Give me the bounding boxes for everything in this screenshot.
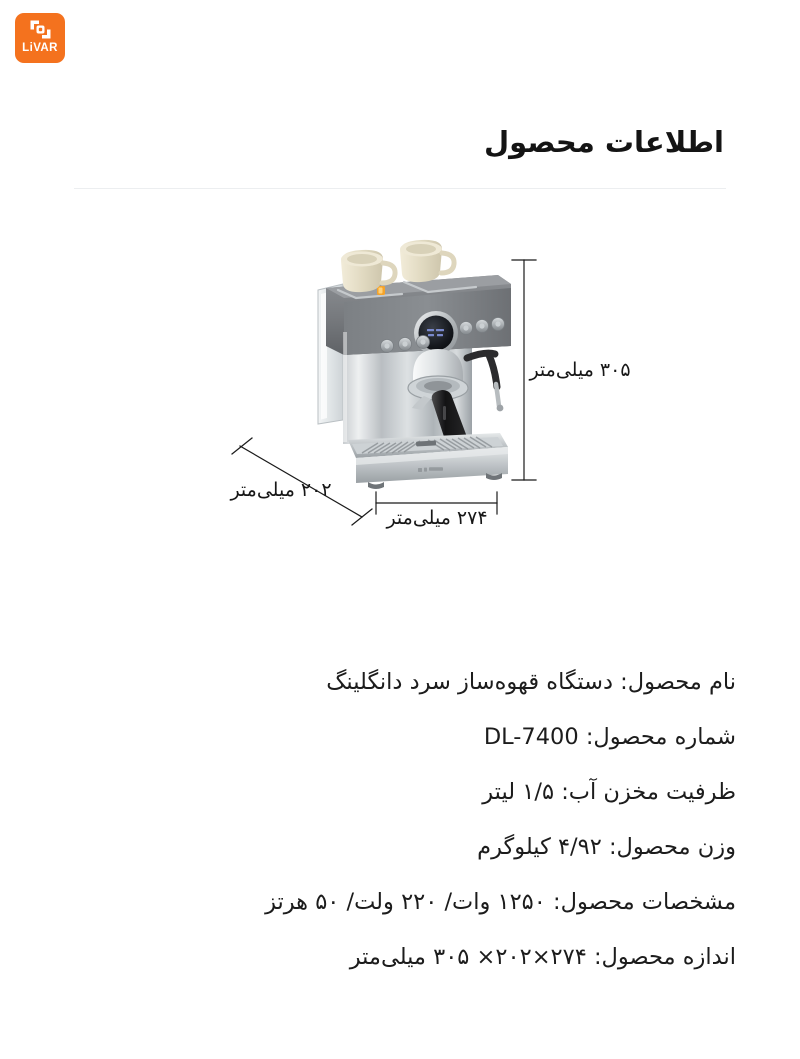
spec-product-weight: وزن محصول: ۴/۹۲ کیلوگرم bbox=[477, 834, 736, 860]
svg-text:۲۰۲ میلی‌متر: ۲۰۲ میلی‌متر bbox=[230, 479, 332, 501]
spec-product-name: نام محصول: دستگاه قهوه‌ساز سرد دانگلینگ bbox=[326, 669, 736, 695]
page-title: اطلاعات محصول bbox=[484, 125, 724, 159]
spec-product-number: شماره محصول: DL-7400 bbox=[483, 724, 736, 750]
product-figure bbox=[0, 228, 800, 538]
svg-text:۲۷۴ میلی‌متر: ۲۷۴ میلی‌متر bbox=[386, 507, 488, 529]
spec-water-capacity: ظرفیت مخزن آب: ۱/۵ لیتر bbox=[482, 779, 736, 805]
brand-name: LiVAR bbox=[22, 42, 58, 54]
spec-product-size: اندازه محصول: ۲۷۴×۲۰۲× ۳۰۵ میلی‌متر bbox=[349, 944, 736, 970]
svg-text:۳۰۵ میلی‌متر: ۳۰۵ میلی‌متر bbox=[529, 359, 631, 381]
title-divider bbox=[74, 188, 726, 189]
overlapping-squares-icon bbox=[29, 19, 52, 40]
brand-logo[interactable] bbox=[15, 13, 65, 63]
product-spec-list bbox=[64, 655, 736, 985]
spec-electrical: مشخصات محصول: ۱۲۵۰ وات/ ۲۲۰ ولت/ ۵۰ هرتز bbox=[265, 889, 736, 915]
